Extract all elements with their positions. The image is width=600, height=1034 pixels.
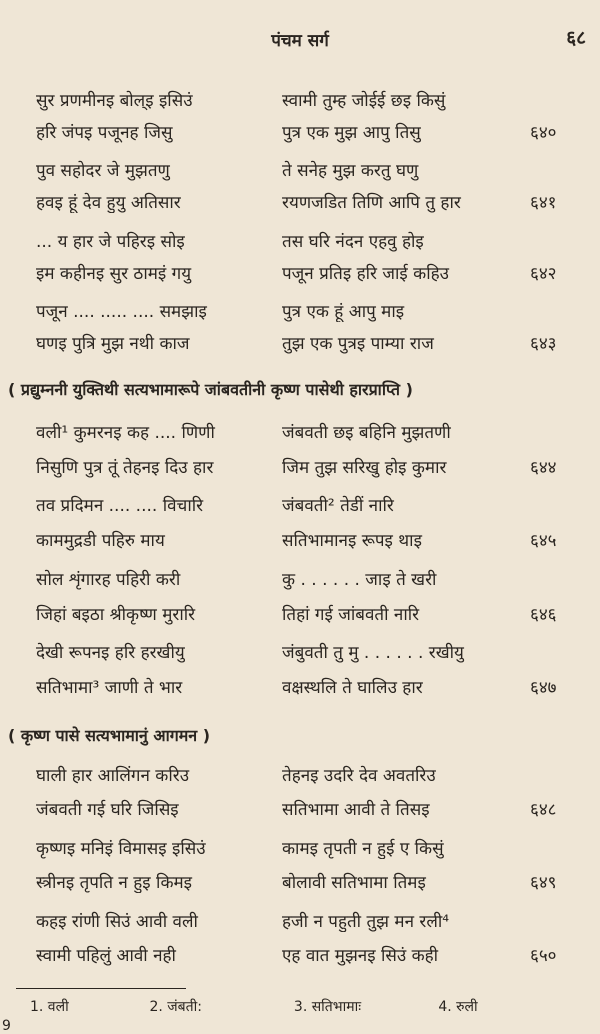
verse-first-half: जंबवती गई घरि जिसिइ — [36, 800, 179, 820]
verse-line — [0, 870, 600, 900]
verse-line — [0, 836, 600, 866]
verse-first-half: कहइ रांणी सिउं आवी वली — [36, 912, 198, 932]
corner-mark: 9 — [2, 1018, 11, 1034]
verse-line — [0, 331, 600, 361]
verse-second-half: पजून प्रतिइ हरि जाई कहिउ — [282, 264, 449, 284]
verse-first-half: सुर प्रणमीनइ बोल्इ इसिउं — [36, 91, 193, 111]
verse-first-half: काममुद्रडी पहिरु माय — [36, 531, 165, 551]
verse-line — [0, 763, 600, 793]
verse-first-half: सतिभामा³ जाणी ते भार — [36, 678, 183, 698]
verse-second-half: पुत्र एक मुझ आपु तिसु — [282, 123, 421, 143]
verse-line — [0, 640, 600, 670]
verse-first-half: ... य हार जे पहिरइ सोइ — [36, 232, 185, 252]
verse-first-half: वली¹ कुमरनइ कह .... णिणी — [36, 423, 215, 443]
verse-first-half: देखी रूपनइ हरि हरखीयु — [36, 643, 185, 663]
verse-second-half: एह वात मुझनइ सिउं कही — [282, 946, 439, 966]
verse-number: ६४७ — [530, 678, 557, 698]
verse-line — [0, 943, 600, 973]
verse-second-half: जंबवती छइ बहिनि मुझतणी — [282, 423, 451, 443]
verse-second-half: कु . . . . . . जाइ ते खरी — [282, 570, 437, 590]
verse-first-half: पजून .... ..... .... समझाइ — [36, 302, 207, 322]
verse-first-half: स्वामी पहिलुं आवी नही — [36, 946, 176, 966]
footnote-rule — [16, 988, 186, 989]
verse-first-half: स्त्रीनइ तृपति न हुइ किमइ — [36, 873, 193, 893]
verse-line — [0, 602, 600, 632]
verse-line — [0, 120, 600, 150]
verse-second-half: स्वामी तुम्ह जोईई छइ किसुं — [282, 91, 446, 111]
verse-first-half: घाली हार आलिंगन करिउ — [36, 766, 190, 786]
page-number: ६८ — [566, 27, 586, 49]
verse-line — [0, 420, 600, 450]
verse-second-half: सतिभामानइ रूपइ थाइ — [282, 531, 422, 551]
verse-number: ६४९ — [530, 873, 557, 893]
footnote-4: 4. रुली — [438, 999, 478, 1015]
section-heading: ( कृष्ण पासे सत्यभामानुं आगमन ) — [8, 726, 211, 745]
verse-line — [0, 528, 600, 558]
verse-first-half: तव प्रदिमन .... .... विचारि — [36, 496, 204, 516]
verse-first-half: इम कहीनइ सुर ठामइं गयु — [36, 264, 192, 284]
verse-first-half: हरि जंपइ पजूनह जिसु — [36, 123, 173, 143]
verse-number: ६४५ — [530, 531, 557, 551]
verse-first-half: जिहां बइठा श्रीकृष्ण मुरारि — [36, 605, 196, 625]
running-head: पंचम सर्ग — [271, 31, 329, 51]
verse-line — [0, 675, 600, 705]
verse-number: ६४२ — [530, 264, 557, 284]
verse-second-half: हजी न पहुती तुझ मन रली⁴ — [282, 912, 450, 932]
verse-second-half: पुत्र एक हूं आपु माइ — [282, 302, 405, 322]
verse-line — [0, 455, 600, 485]
verse-second-half: कामइ तृपती न हुई ए किसुं — [282, 839, 444, 859]
verse-number: ६४३ — [530, 334, 557, 354]
verse-line — [0, 229, 600, 259]
verse-line — [0, 493, 600, 523]
verse-first-half: पुव सहोदर जे मुझतणु — [36, 161, 170, 181]
verse-second-half: बोलावी सतिभामा तिमइ — [282, 873, 426, 893]
verse-first-half: सोल शृंगारह पहिरी करी — [36, 570, 181, 590]
verse-second-half: सतिभामा आवी ते तिसइ — [282, 800, 430, 820]
footnote-3: 3. सतिभामाः — [293, 999, 362, 1015]
verse-number: ६४८ — [530, 800, 557, 820]
verse-second-half: तस घरि नंदन एहवु होइ — [282, 232, 424, 252]
verse-second-half: वक्षस्थलि ते घालिउ हार — [282, 678, 423, 698]
verse-second-half: तिहां गई जांबवती नारि — [282, 605, 420, 625]
verse-number: ६४० — [530, 123, 557, 143]
verse-first-half: कृष्णइ मनिइं विमासइ इसिउं — [36, 839, 206, 859]
verse-second-half: जंबुवती तु मु . . . . . . रखीयु — [282, 643, 464, 663]
verse-second-half: रयणजडित तिणि आपि तु हार — [282, 193, 461, 213]
verse-first-half: निसुणि पुत्र तूं तेहनइ दिउ हार — [36, 458, 214, 478]
verse-second-half: ते सनेह मुझ करतु घणु — [282, 161, 419, 181]
verse-line — [0, 88, 600, 118]
verse-second-half: जंबवती² तेडीं नारि — [282, 496, 394, 516]
footnotes — [30, 997, 590, 1016]
verse-first-half: घणइ पुत्रि मुझ नथी काज — [36, 334, 190, 354]
verse-number: ६५० — [530, 946, 557, 966]
verse-line — [0, 797, 600, 827]
verse-second-half: तेहनइ उदरि देव अवतरिउ — [282, 766, 436, 786]
verse-second-half: जिम तुझ सरिखु होइ कुमार — [282, 458, 447, 478]
verse-line — [0, 567, 600, 597]
verse-second-half: तुझ एक पुत्रइ पाम्या राज — [282, 334, 434, 354]
verse-first-half: हवइ हूं देव हुयु अतिसार — [36, 193, 181, 213]
section-heading: ( प्रद्युम्ननी युक्तिथी सत्यभामारूपे जांबवतीनी कृष्ण पासेथी हारप्राप्ति ) — [8, 380, 413, 399]
verse-line — [0, 909, 600, 939]
verse-number: ६४६ — [530, 605, 557, 625]
footnote-2: 2. जंबती: — [149, 999, 202, 1015]
verse-line — [0, 299, 600, 329]
verse-number: ६४१ — [530, 193, 557, 213]
verse-number: ६४४ — [530, 458, 557, 478]
verse-line — [0, 261, 600, 291]
footnote-1: 1. वली — [30, 999, 69, 1015]
verse-line — [0, 190, 600, 220]
verse-line — [0, 158, 600, 188]
